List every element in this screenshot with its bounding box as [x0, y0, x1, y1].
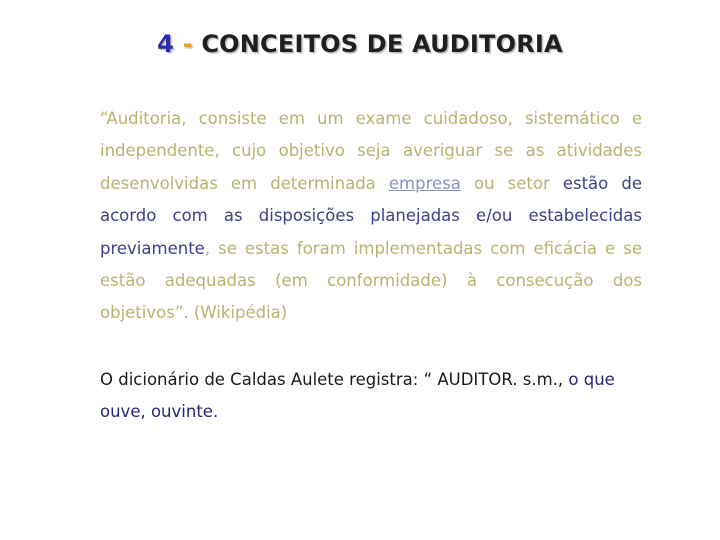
quote-text-2: ou setor	[460, 173, 550, 193]
empresa-link[interactable]: empresa	[388, 173, 461, 193]
title-text: CONCEITOS DE AUDITORIA	[201, 30, 563, 58]
auditoria-quote	[100, 103, 642, 330]
definition-text-1: O dicionário de Caldas Aulete registra: “ AUDITOR. s.m.,	[100, 370, 569, 389]
slide-title	[0, 30, 720, 58]
definition-text-2: o que ouve, ouvinte.	[100, 370, 615, 422]
quote-text-1: “Auditoria, consiste em um exame cuidadoso, sistemático e independente, cujo objetivo seja averiguar se as atividades desenvolvidas em determinada	[100, 109, 642, 193]
title-number: 4	[157, 30, 175, 58]
quote-text-4: , se estas foram implementadas com eficácia e se estão adequadas (em conformidade) à consecução dos objetivos”. (Wikipédia)	[100, 238, 642, 323]
quote-text-3: estão de acordo com as disposições planejadas e/ou estabelecidas previamente	[100, 173, 642, 258]
title-dash: -	[182, 30, 193, 58]
dictionary-definition	[100, 364, 642, 429]
